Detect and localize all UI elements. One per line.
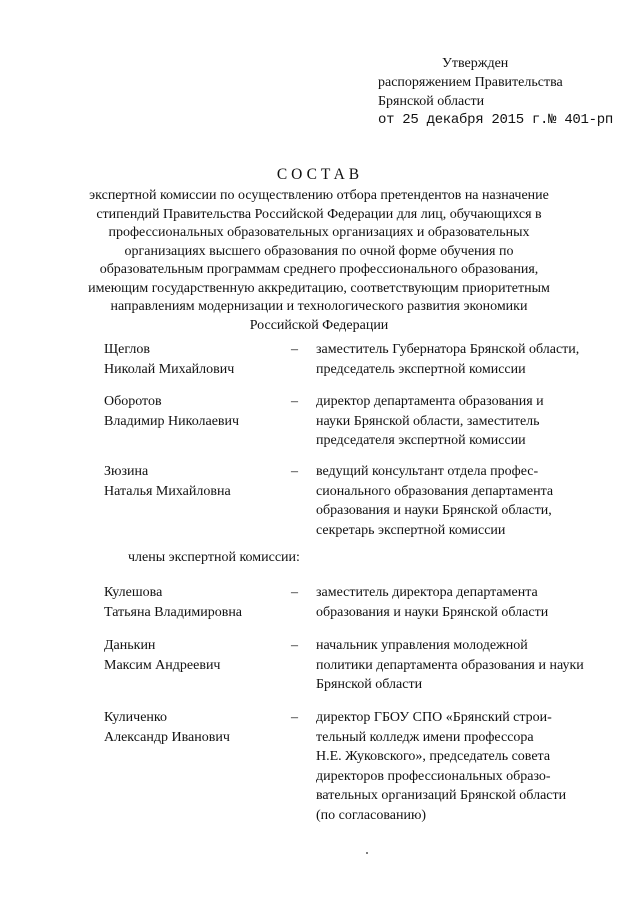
dash-separator: – (291, 638, 298, 653)
person-given-name: Максим Андреевич (104, 657, 221, 673)
person-surname: Щеглов (104, 342, 150, 357)
role-line: заместитель директора департамента (316, 585, 538, 600)
person-surname: Куличенко (104, 710, 167, 725)
person-surname: Данькин (104, 638, 156, 653)
person-surname: Оборотов (104, 394, 162, 409)
person-role (316, 708, 566, 825)
role-line: директоров профессиональных образо- (316, 768, 551, 784)
role-line: (по согласованию) (316, 807, 427, 823)
person-name (104, 583, 242, 622)
subtitle-line: организациях высшего образования по очной форме обучения по (124, 243, 514, 259)
document-heading: СОСТАВ (276, 166, 364, 183)
dash-separator: – (291, 394, 298, 409)
role-line: вательных организаций Брянской области (316, 788, 567, 803)
scan-speck (366, 852, 368, 854)
role-line: Н.Е. Жуковского», председатель совета (316, 749, 551, 764)
role-line: образования и науки Брянской области, (316, 503, 552, 518)
person-given-name: Владимир Николаевич (104, 413, 240, 429)
subtitle-line: экспертной комиссии по осуществлению отбора претендентов на назначение (89, 188, 549, 203)
subtitle-line: направлениям модернизации и технологического развития экономики (110, 299, 528, 314)
role-line: ведущий консультант отдела профес- (316, 464, 539, 479)
person-given-name: Татьяна Владимировна (104, 604, 243, 620)
role-line: науки Брянской области, заместитель (316, 413, 540, 429)
subtitle-line: образовательным программам среднего профессионального образования, (99, 262, 539, 277)
approval-stamp (378, 54, 613, 130)
role-line: тельный колледж имени профессора (316, 729, 534, 745)
person-name (104, 636, 220, 675)
role-line: образования и науки Брянской области (316, 604, 549, 620)
document-subtitle (80, 187, 558, 335)
approval-line-order: распоряжением Правительства (378, 75, 563, 90)
person-role (316, 583, 548, 622)
role-line: директор ГБОУ СПО «Брянский строи- (316, 710, 552, 725)
person-role (316, 462, 553, 540)
person-role (316, 340, 579, 379)
role-line: Брянской области (316, 677, 423, 692)
subtitle-line: стипендий Правительства Российской Федерации для лиц, обучающихся в (96, 206, 542, 222)
subtitle-line: профессиональных образовательных организациях и образовательных (108, 225, 530, 240)
approval-date: от 25 декабря 2015 г.№ 401-рп (378, 112, 613, 128)
person-given-name: Александр Иванович (104, 729, 230, 745)
dash-separator: – (291, 464, 298, 479)
role-line: председателя экспертной комиссии (316, 433, 526, 448)
role-line: политики департамента образования и науки (316, 657, 584, 673)
person-role (316, 636, 584, 695)
person-name (104, 462, 231, 501)
dash-separator: – (291, 342, 298, 357)
person-name (104, 708, 230, 747)
person-surname: Зюзина (104, 464, 149, 479)
dash-separator: – (291, 710, 298, 725)
person-name (104, 340, 234, 379)
approval-line-approved: Утвержден (442, 56, 509, 71)
dash-separator: – (291, 585, 298, 600)
subtitle-line: имеющим государственную аккредитацию, соответствующим приоритетным (88, 280, 550, 296)
role-line: заместитель Губернатора Брянской области, (316, 342, 580, 357)
role-line: директор департамента образования и (316, 394, 544, 409)
person-surname: Кулешова (104, 585, 163, 600)
person-given-name: Николай Михайлович (104, 361, 235, 377)
person-name (104, 392, 239, 431)
role-line: начальник управления молодежной (316, 638, 528, 653)
role-line: председатель экспертной комиссии (316, 361, 526, 377)
role-line: секретарь экспертной комиссии (316, 522, 506, 538)
person-role (316, 392, 544, 451)
person-given-name: Наталья Михайловна (104, 483, 231, 499)
approval-line-region: Брянской области (378, 94, 485, 109)
subtitle-line: Российской Федерации (249, 317, 389, 333)
members-label: члены экспертной комиссии: (128, 550, 300, 565)
role-line: сионального образования департамента (316, 483, 554, 499)
